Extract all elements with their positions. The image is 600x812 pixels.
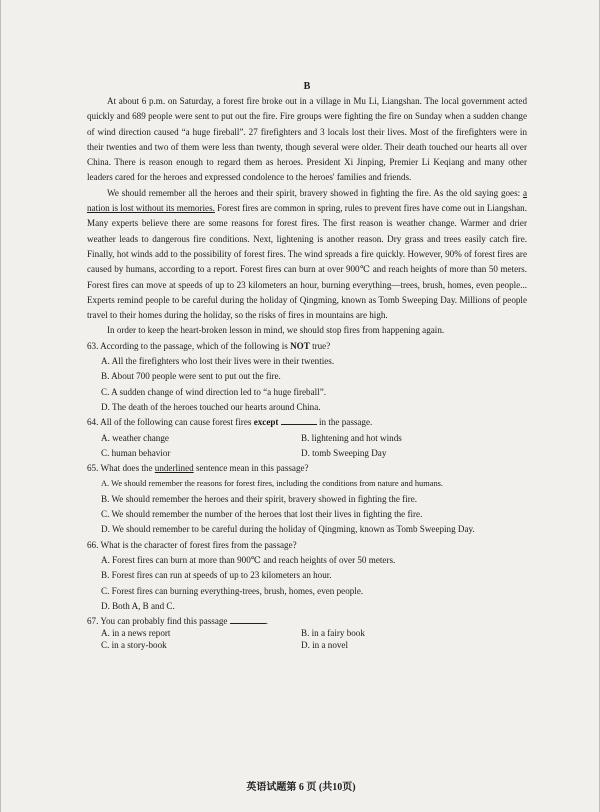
options-row-2 [87, 446, 527, 461]
stem-text: All of the following can cause forest fires [100, 417, 254, 428]
question-65-stem [87, 461, 527, 476]
option-c: C. We should remember the number of the heroes that lost their lives in fighting the fire. [101, 509, 423, 520]
stem-text-end: true? [309, 340, 331, 351]
options-row-1 [87, 627, 527, 639]
option-a: A. in a news report [101, 628, 171, 639]
option-d: D. Both A, B and C. [101, 600, 175, 611]
option-a: A. All the firefighters who lost their lives were in their twenties. [101, 356, 335, 367]
question-65 [87, 461, 527, 537]
option-b: B. About 700 people were sent to put out the fire. [101, 371, 281, 382]
option-a: A. Forest fires can burn at more than 900℃ and reach heights of over 50 meters. [101, 554, 396, 565]
options-row-1 [87, 431, 527, 446]
option-c: C. A sudden change of wind direction led to “a huge fireball”. [101, 386, 327, 397]
option-c: C. human behavior [101, 447, 171, 458]
question-67 [87, 614, 527, 651]
stem-bold: NOT [290, 340, 310, 351]
question-64 [87, 415, 527, 461]
passage-paragraph-3: In order to keep the heart-broken lesson in mind, we should stop fires from happening again. [107, 325, 445, 336]
stem-underlined: underlined [154, 463, 194, 474]
question-67-stem [87, 614, 527, 627]
option-c: C. in a story-book [101, 640, 167, 651]
option-d: D. The death of the heroes touched our hearts around China. [101, 401, 321, 412]
question-66-stem [87, 538, 527, 553]
question-63 [87, 339, 527, 415]
option-d: D. We should remember to be careful during the holiday of Qingming, known as Tomb Sweeping Day. [101, 524, 475, 535]
section-title: B [303, 81, 311, 92]
paragraph-2-rest: Forest fires are common in spring, rules to prevent fires have come out in Liangshan. Many experts believe there are some reasons for forest fires. The first reason is weather change. Warmer and drier weather leads to dangerous fire conditions. Next, lightening is another reason. Dry grass and trees easily catch fire. Finally, hot winds add to the possibility of forest fires. The wind spreads a fire quickly. However, 90% of forest fires are caused by humans, according to a report. Forest fires can burn at over 900℃ and reach heights of more than 50 meters. Forest fires can move at speeds of up to 23 kilometers an hour, burning everything—trees, brush, homes, even people... Experts remind people to be careful during the holiday of Qingming, known as Tomb Sweeping Day. Millions of people travel to their homes during the holiday, so the risks of fires in mountains are high. [87, 203, 527, 321]
option-a: A. We should remember the reasons for forest fires, including the conditions from nature and humans. [101, 479, 443, 489]
question-number: 64. [87, 417, 99, 428]
option-d: D. in a novel [301, 640, 348, 651]
passage-paragraph-2 [87, 186, 527, 324]
question-number: 66. [87, 539, 99, 550]
options-row-2 [87, 639, 527, 651]
stem-bold: except [253, 417, 279, 428]
passage-paragraph-1: At about 6 p.m. on Saturday, a forest fire broke out in a village in Mu Li, Liangshan. The local government acted quickly and 689 people were sent to put out the fire. Fire groups were fighting the fire on Sunday when a sudden change of wind direction caused “a huge fireball”. 27 firefighters and 3 locals lost their lives. Most of the firefighters were in their twenties and two of them were less than twenty, though several were older. Their death touched our hearts all over China. There is reason enough to regard them as heroes. President Xi Jinping, Premier Li Keqiang and many other leaders cared for the heroes and expressed condolence to the heroes' families and friends. [87, 96, 527, 183]
stem-text: You can probably find this passage [100, 616, 230, 627]
page-content [87, 80, 527, 651]
stem-text: What does the [100, 463, 155, 474]
underlined-sentence: a nation is lost without its memories. [87, 187, 527, 214]
paragraph-2-start: We should remember all the heroes and their spirit, bravery showed in fighting the fire. As the old saying goes: [107, 187, 523, 198]
answer-blank [230, 614, 268, 627]
stem-text: What is the character of forest fires from the passage? [100, 539, 297, 550]
option-b: B. lightening and hot winds [301, 432, 402, 443]
question-66 [87, 538, 527, 614]
answer-blank [281, 415, 317, 425]
option-c: C. Forest fires can burning everything-trees, brush, homes, even people. [101, 585, 364, 596]
option-d: D. tomb Sweeping Day [301, 447, 387, 458]
page-footer: 英语试题第 6 页 (共10页) [246, 782, 356, 793]
option-b: B. in a fairy book [301, 628, 365, 639]
option-b: B. We should remember the heroes and their spirit, bravery showed in fighting the fire. [101, 493, 418, 504]
question-64-stem [87, 415, 527, 430]
stem-text-end: in the passage. [316, 417, 373, 428]
question-63-stem [87, 339, 527, 354]
question-number: 67. [87, 616, 99, 627]
stem-text-end: sentence mean in this passage? [193, 463, 309, 474]
option-b: B. Forest fires can run at speeds of up to 23 kilometers an hour. [101, 570, 332, 581]
stem-text-end: . [265, 616, 268, 627]
question-number: 63. [87, 340, 99, 351]
question-number: 65. [87, 463, 99, 474]
stem-text: According to the passage, which of the following is [100, 340, 291, 351]
option-a: A. weather change [101, 432, 169, 443]
